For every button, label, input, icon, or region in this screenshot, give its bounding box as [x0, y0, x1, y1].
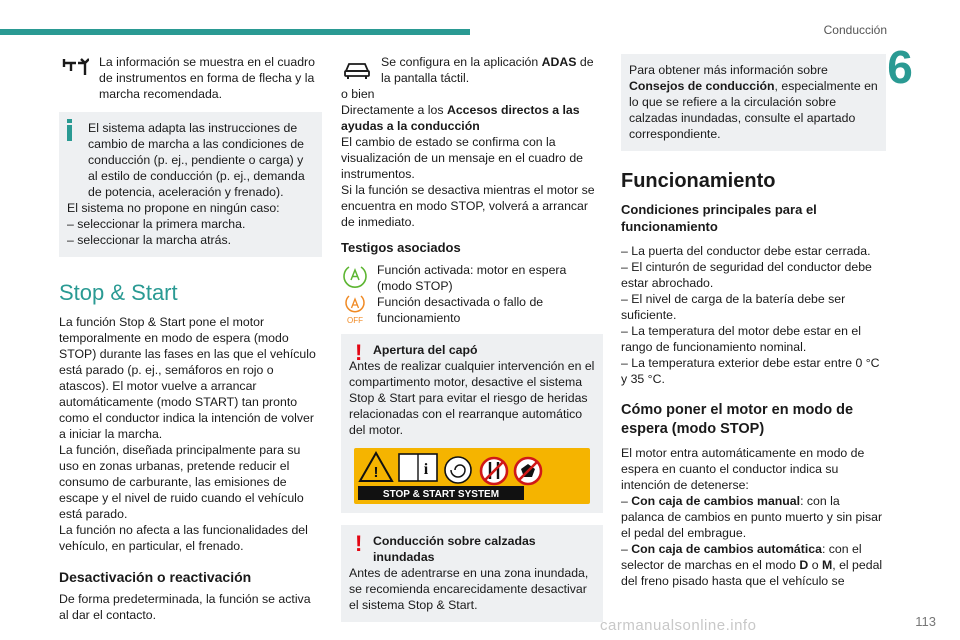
subhead-conditions: Condiciones principales para el funcionamiento [621, 202, 817, 234]
column-2 [341, 54, 603, 622]
svg-text:!: ! [373, 464, 379, 481]
condition-item: – La puerta del conductor debe estar cerrada. [621, 244, 871, 258]
sticker-label: STOP & START SYSTEM [382, 489, 500, 500]
testigo-off [341, 294, 603, 326]
header-accent-bar [0, 29, 470, 35]
chapter-title: Conducción [823, 23, 887, 37]
testigo-off-text: Función desactivada o fallo de funcionamiento [377, 295, 544, 325]
stop-mode-intro: El motor entra automáticamente en modo de espera en cuanto el conductor indica su intención de detenerse: [621, 446, 865, 492]
subhead-testigos: Testigos asociados [341, 240, 461, 255]
stop-start-auto-green-icon [341, 262, 369, 294]
testigo-active-text: Función activada: motor en espera (modo STOP) [377, 263, 567, 293]
info-line-1: El sistema adapta las instrucciones de cambio de marcha a las condiciones de conducción (p. ej., pendiente o carga) y al estilo de conducción (p. ej., demanda de potencia, aceleración y frenado). [88, 121, 305, 199]
stop-start-body-3: La función no afecta a las funcionalidades del vehículo, en particular, el frenado. [59, 523, 308, 553]
condition-item: – El cinturón de seguridad del conductor debe estar abrochado. [621, 260, 872, 290]
deactivation-body: De forma predeterminada, la función se activa al dar el contacto. [59, 592, 311, 622]
adas-config-text: Se configura en la aplicación ADAS de la pantalla táctil. [381, 55, 594, 85]
manual-gearbox-text: – Con caja de cambios manual: con la palanca de cambios en punto muerto y sin pisar el pedal del embrague. [621, 494, 883, 540]
stop-note-text: Si la función se desactiva mientras el motor se encuentra en modo STOP, volverá a arrancar de inmediato. [341, 183, 595, 229]
car-icon [343, 58, 371, 84]
info-box-gear [59, 112, 322, 257]
info-box-driving-tips [621, 54, 886, 151]
chapter-number: 6 [887, 41, 913, 93]
gear-info-text: La información se muestra en el cuadro de instrumentos en forma de flecha y la marcha recomendada. [99, 55, 315, 101]
warning-flooded-body: Antes de adentrarse en una zona inundada, se recomienda encarecidamente desactivar el sistema Stop & Start. [349, 566, 589, 612]
warning-flooded-title: Conducción sobre calzadas inundadas [373, 534, 536, 564]
testigo-active [341, 262, 603, 294]
subhead-deactivation: Desactivación o reactivación [59, 569, 252, 585]
section-title-stop-start: Stop & Start [59, 280, 178, 305]
watermark: carmanualsonline.info [600, 617, 757, 634]
stop-start-sticker [349, 448, 595, 504]
off-label: OFF [347, 316, 363, 325]
driving-tips-text: Para obtener más información sobre Consejos de conducción, especialmente en lo que se refiere a la circulación sobre calzadas inundadas, consulte el apartado correspondiente. [629, 63, 878, 141]
page-number: 113 [915, 614, 936, 629]
state-change-text: El cambio de estado se confirma con la visualización de un mensaje en el cuadro de instrumentos. [341, 135, 583, 181]
stop-start-body-1: La función Stop & Start pone el motor temporalmente en modo de espera (modo STOP) durante las fases en las que el vehículo está parado (p. ej., semáforos en rojo o atascos). El motor vuelve a arrancar automáticamente (modo START) tan pronto como el conductor indica la intención de volver a iniciar la marcha. [59, 315, 316, 441]
warning-box-hood [341, 334, 603, 513]
info-line-3: – seleccionar la primera marcha. [67, 217, 246, 231]
svg-text:i: i [423, 461, 429, 478]
warning-hood-title: Apertura del capó [373, 343, 478, 357]
condition-item: – El nivel de carga de la batería debe ser suficiente. [621, 292, 846, 322]
column-3 [621, 54, 886, 589]
subhead-stop-mode: Cómo poner el motor en modo de espera (modo STOP) [621, 402, 854, 437]
info-icon [67, 119, 72, 141]
warning-hood-body: Antes de realizar cualquier intervención en el compartimento motor, desactive el sistema Stop & Start para evitar el riesgo de heridas relacionadas con el rearranque automático del motor. [349, 359, 595, 437]
info-line-2: El sistema no propone en ningún caso: [67, 201, 280, 215]
o-bien-text: o bien [341, 87, 375, 101]
gear-indicator-block [59, 54, 322, 102]
adas-config-block [341, 54, 603, 86]
column-1 [59, 54, 322, 623]
warning-box-flooded [341, 525, 603, 622]
condition-item: – La temperatura del motor debe estar en el rango de funcionamiento nominal. [621, 324, 861, 354]
conditions-list [621, 243, 886, 387]
stop-start-body-2: La función, diseñada principalmente para su uso en zonas urbanas, pretende reducir el consumo de carburante, las emisiones de escape y el nivel de ruido cuando el vehículo está parado. [59, 443, 304, 521]
direct-access-text: Directamente a los Accesos directos a las ayudas a la conducción [341, 103, 580, 133]
warning-exclamation-icon: ! [355, 531, 363, 556]
warning-exclamation-icon: ! [355, 340, 363, 365]
condition-item: – La temperatura exterior debe estar entre 0 °C y 35 °C. [621, 356, 880, 386]
gear-shift-arrow-icon [61, 56, 89, 82]
automatic-gearbox-text: – Con caja de cambios automática: con el selector de marchas en el modo D o M, el pedal del freno pisado hasta que el vehículo se [621, 542, 883, 588]
section-title-funcionamiento: Funcionamiento [621, 170, 776, 192]
stop-start-off-orange-icon [341, 294, 369, 330]
info-line-4: – seleccionar la marcha atrás. [67, 233, 232, 247]
